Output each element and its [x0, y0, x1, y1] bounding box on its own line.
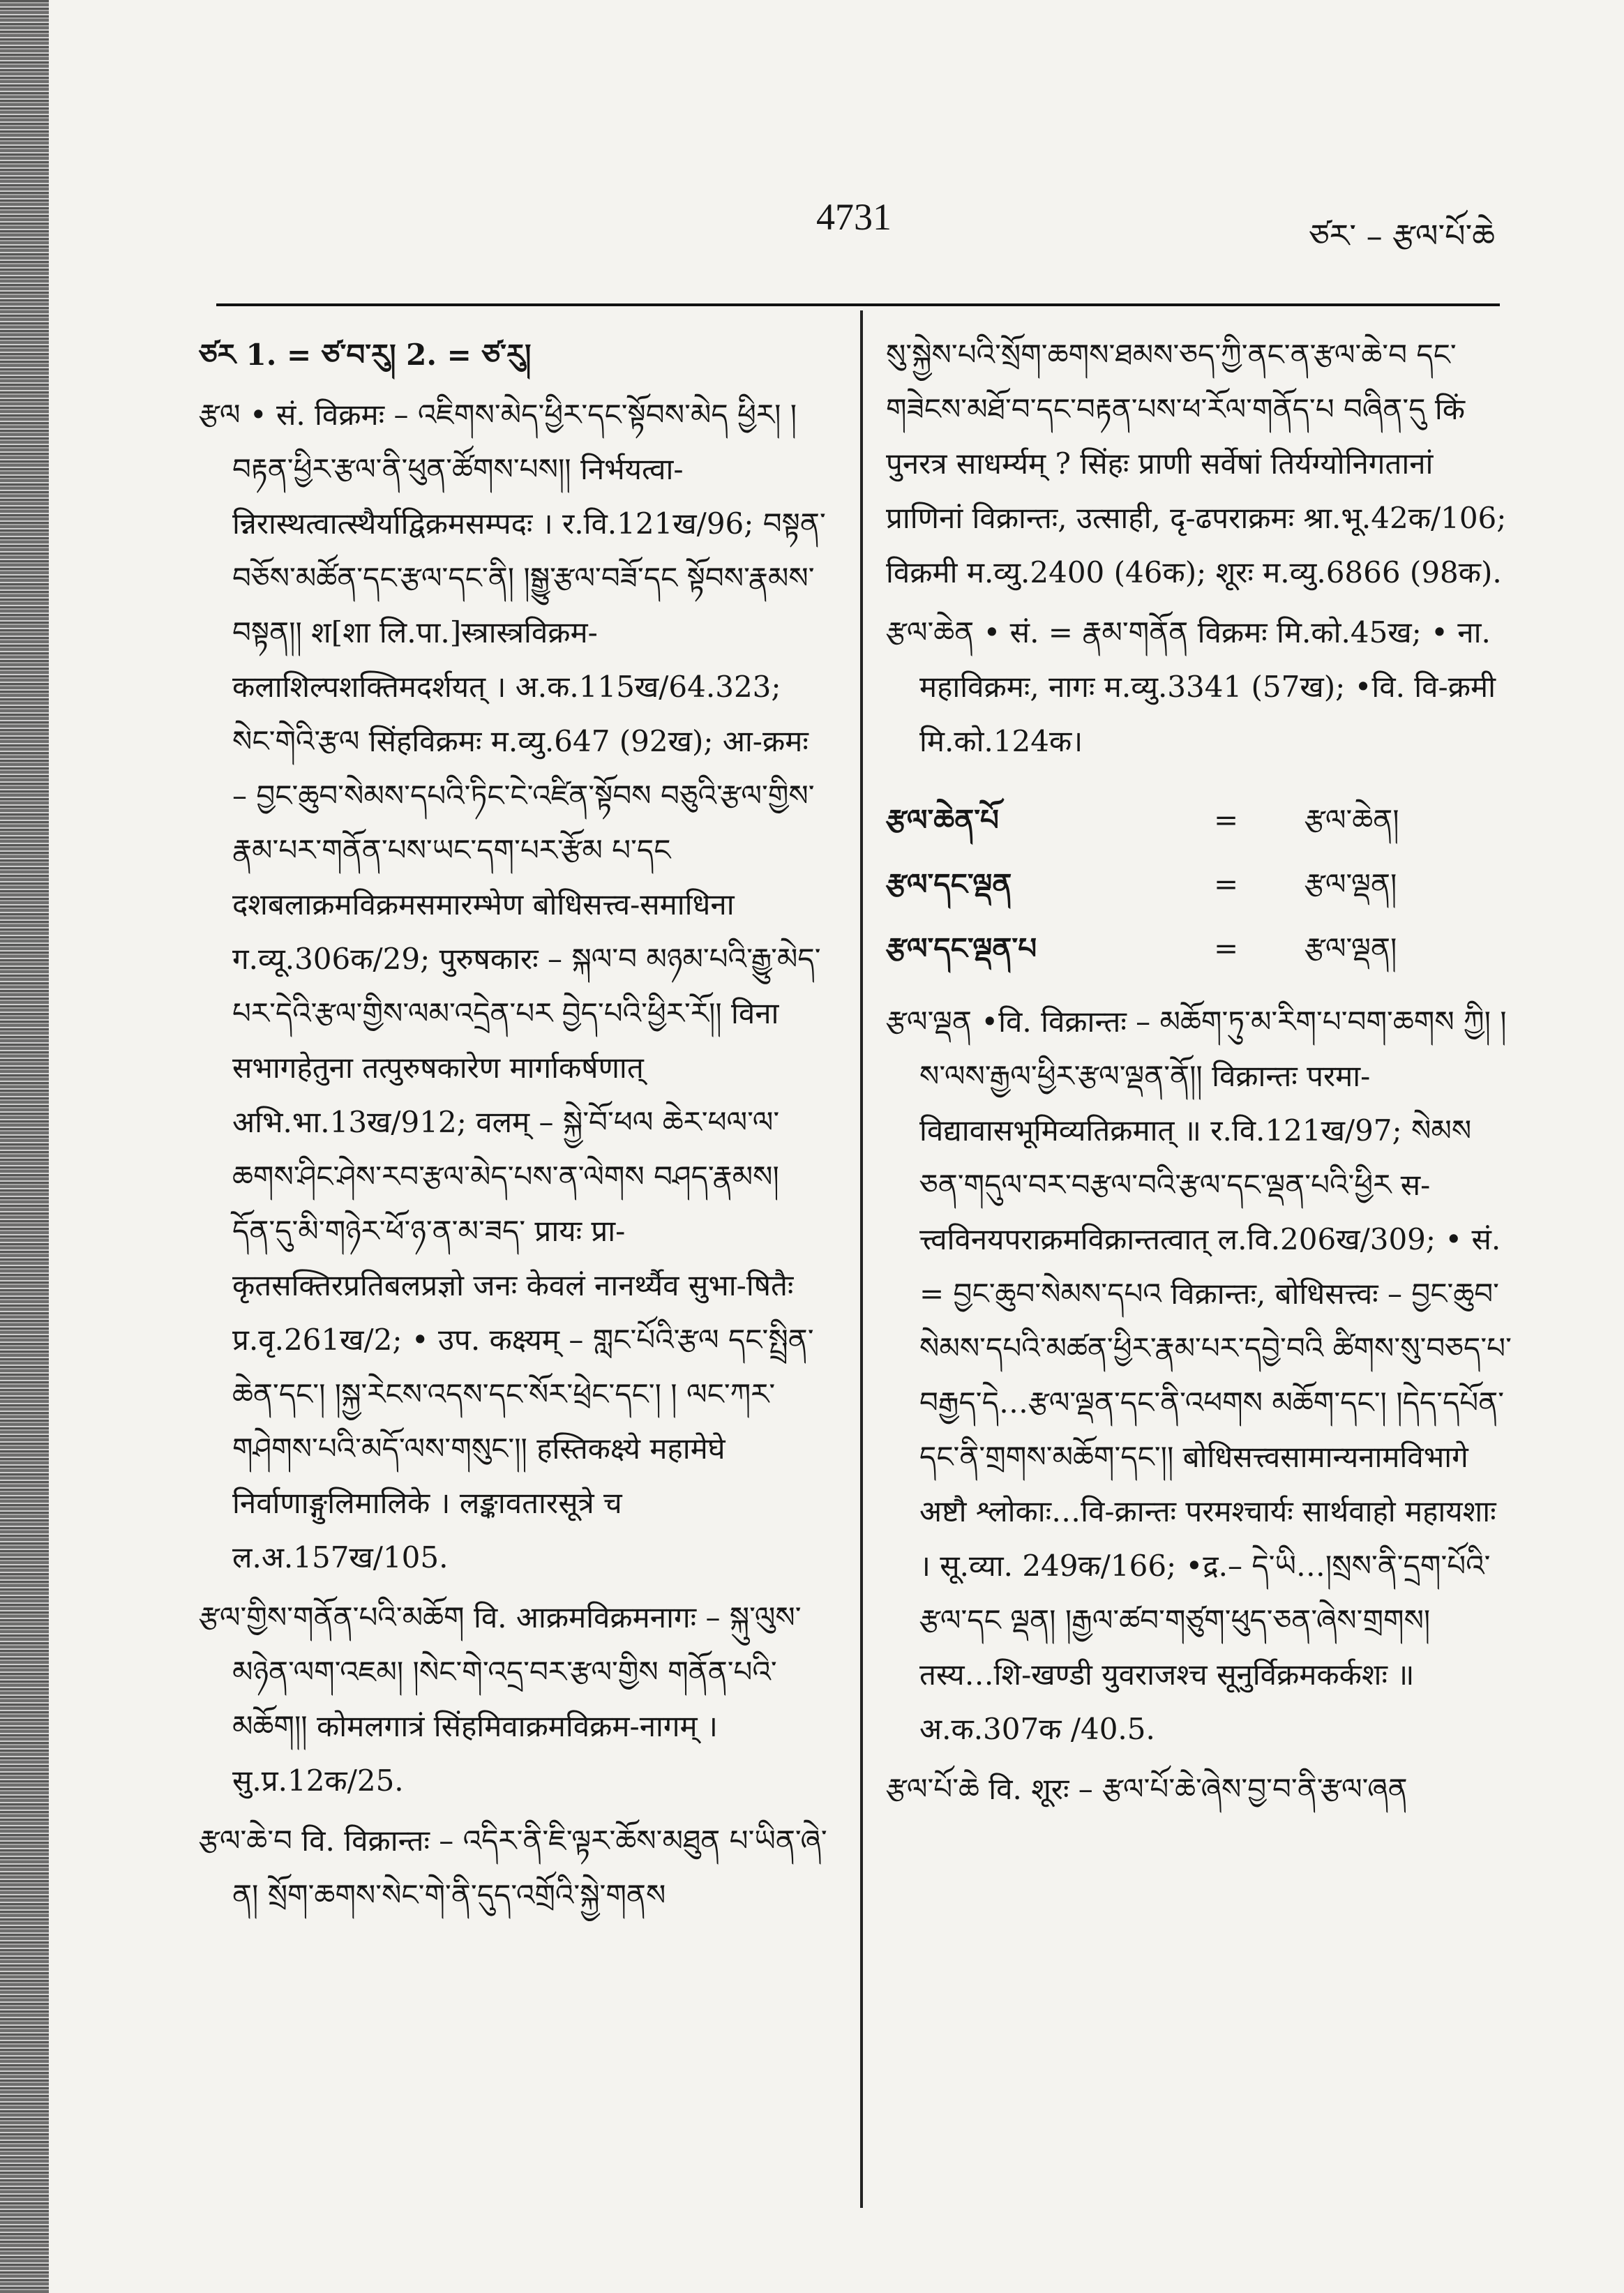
- synonym-row: [886, 788, 1514, 852]
- synonym-row: [886, 917, 1514, 981]
- left-column: [199, 328, 830, 1923]
- entry-tsar: ཙར 1. = ཙ་བ་རུ། 2. = ཙ་རུ།: [199, 338, 532, 372]
- running-head: ཙར་ – རྩལ་པོ་ཆེ: [1309, 217, 1495, 255]
- synonym-row: [886, 852, 1514, 917]
- entry-tsal-po-che: རྩལ་པོ་ཆེ वि. शूरः – རྩལ་པོ་ཆེ་ཞེས་བྱ་བ་ནི་རྩལ་ཞན: [886, 1772, 1408, 1806]
- synonym-target: རྩལ་ཆེན།: [1305, 803, 1399, 837]
- synonym-equals: =: [1214, 803, 1239, 837]
- synonym-term: རྩལ་དང་ལྡན: [886, 867, 1012, 901]
- scan-edge: [0, 0, 49, 2293]
- page-number: 4731: [816, 196, 892, 238]
- synonym-term: རྩལ་དང་ལྡན་པ: [886, 931, 1037, 965]
- synonym-term: རྩལ་ཆེན་པོ: [886, 803, 999, 837]
- synonym-equals: =: [1214, 867, 1239, 901]
- entry-tsal-ldan: རྩལ་ལྡན •वि. विक्रान्तः – མཆོག་ཏུ་མ་རིག་པ་བག་ཆགས ཀྱི། །ས་ལས་རྒྱལ་ཕྱིར་རྩལ་ལྡན་ནོ།། विक्रान्तः परमा-विद्यावासभूमिव्यतिक्रमात् ॥ र.वि.121ख/97; སེམས ཅན་གདུལ་བར་བརྩལ་བའི་རྩལ་དང་ལྡན་པའི་ཕྱིར स-त्त्वविनयपराक्रमविक्रान्तत्वात् ल.वि.206ख/309; • सं. = བྱང་ཆུབ་སེམས་དཔའ विक्रान्तः, बोधिसत्त्वः – བྱང་ཆུབ་སེམས་དཔའི་མཚན་ཕྱིར་རྣམ་པར་དབྱེ་བའི ཚིགས་སུ་བཅད་པ་བརྒྱད་དེ…རྩལ་ལྡན་དང་ནི་འཕགས མཆོག་དང་། །དེད་དཔོན་དང་ནི་གྲགས་མཆོག་དང་།། बोधिसत्त्वसामान्यनामविभागे अष्टौ श्लोकाः…वि-क्रान्तः परमश्चार्यः सार्थवाहो महायशाः । सू.व्या. 249क/166; •द्र.– དེ་ཡི…།སྲས་ནི་དྲག་པོའི་རྩལ་དང ལྡན། །རྒྱལ་ཚབ་གཙུག་ཕུད་ཅན་ཞེས་གྲགས། तस्य…शि-खण्डी युवराजश्च सूनुर्विक्रमकर्कशः ॥ अ.क.307क /40.5.: [886, 1005, 1512, 1746]
- entry-tsal-che-ba: རྩལ་ཆེ་བ वि. विक्रान्तः – འདིར་ནི་ཇི་ལྟར་ཆོས་མཐུན པ་ཡིན་ཞེ་ན། སྲོག་ཆགས་སེང་གེ་ནི་དུད་འགྲོའི་སྐྱེ་གནས: [199, 1824, 827, 1912]
- right-column: [886, 328, 1514, 1817]
- entry-tsal: རྩལ • सं. विक्रमः – འཇིགས་མེད་ཕྱིར་དང་སྟོབས་མེད ཕྱིར། །བརྟན་ཕྱིར་རྩལ་ནི་ཕུན་ཚོགས་པས།། निर्भयत्वा-न्निरास्थत्वात्स्थैर्याद्विक्रमसम्पदः । र.वि.121ख/96; བསྟན་བཅོས་མཚོན་དང་རྩལ་དང་ནི། །སྒྱུ་རྩལ་བཟོ་དང སྟོབས་རྣམས་བསྟན།། श[शा लि.पा.]स्त्रास्त्रविक्रम-कलाशिल्पशक्तिमदर्शयत् । अ.क.115ख/64.323; སེང་གེའི་རྩལ सिंहविक्रमः म.व्यु.647 (92ख); आ-क्रमः – བྱང་ཆུབ་སེམས་དཔའི་ཏིང་ངེ་འཛིན་སྟོབས བཅུའི་རྩལ་གྱིས་རྣམ་པར་གནོན་པས་ཡང་དག་པར་རྩོམ པ་དང दशबलाक्रमविक्रमसमारम्भेण बोधिसत्त्व-समाधिना ग.व्यू.306क/29; पुरुषकारः – སྐལ་བ མཉམ་པའི་རྒྱུ་མེད་པར་དེའི་རྩལ་གྱིས་ལམ་འདྲེན་པར བྱེད་པའི་ཕྱིར་རོ།། विना सभागहेतुना तत्पुरुषकारेण मार्गाकर्षणात् अभि.भा.13ख/912; वलम् – སྐྱེ་བོ་ཕལ ཆེར་ཕལ་ལ་ཆགས་ཤིང་ཤེས་རབ་རྩལ་མེད་པས་ན་ལེགས བཤད་རྣམས། དོན་དུ་མི་གཉེར་ཕོ་ཉ་ན་མ་ཟད་ प्रायः प्रा-कृतसक्तिरप्रतिबलप्रज्ञो जनः केवलं नानर्थ्यैव सुभा-षितैः प्र.वृ.261ख/2; • उप. कक्ष्यम् – གླང་པོའི་རྩལ དང་སྤྲིན་ཆེན་དང་། །སྐྱ་རེངས་འདས་དང་སོར་ཕྲེང་དང་། ། ལང་ཀར་གཤེགས་པའི་མདོ་ལས་གསུང་།། हस्तिकक्ष्ये महामेघे निर्वाणाङ्गुलिमालिके । लङ्कावतारसूत्रे च ल.अ.157ख/105.: [199, 398, 826, 1574]
- synonym-table: [886, 788, 1514, 981]
- entry-continuation: སུ་སྐྱེས་པའི་སྲོག་ཆགས་ཐམས་ཅད་ཀྱི་ནང་ན་རྩལ་ཆེ་བ དང་གཟེངས་མཐོ་བ་དང་བརྟན་པས་ཕ་རོལ་གནོད་པ བཞིན་དུ किं पुनरत्र साधर्म्यम् ? सिंहः प्राणी सर्वेषां तिर्यग्योनिगतानां प्राणिनां विक्रान्तः, उत्साही, दृ-ढपराक्रमः श्रा.भू.42क/106; विक्रमी म.व्यु.2400 (46क); शूरः म.व्यु.6866 (98क).: [886, 338, 1507, 589]
- entry-tsal-chen: རྩལ་ཆེན • सं. = རྣམ་གནོན विक्रमः मि.को.45ख; • ना. महाविक्रमः, नागः म.व्यु.3341 (57ख); •वि. वि-क्रमी मि.को.124क।: [886, 615, 1496, 758]
- synonym-target: རྩལ་ལྡན།: [1305, 931, 1397, 965]
- header-rule: [216, 303, 1500, 306]
- synonym-target: རྩལ་ལྡན།: [1305, 867, 1397, 901]
- column-divider: [860, 310, 863, 2208]
- entry-tsal-gyis-gnon: རྩལ་གྱིས་གནོན་པའི་མཆོག वि. आक्रमविक्रमनागः – སྐུ་ལུས་མཉེན་ལག་འཇམ། །སེང་གེ་འདྲ་བར་རྩལ་གྱིས གནོན་པའི་མཆོག།། कोमलगात्रं सिंहमिवाक्रमविक्रम-नागम् । सु.प्र.12क/25.: [199, 1600, 802, 1798]
- synonym-equals: =: [1214, 931, 1239, 965]
